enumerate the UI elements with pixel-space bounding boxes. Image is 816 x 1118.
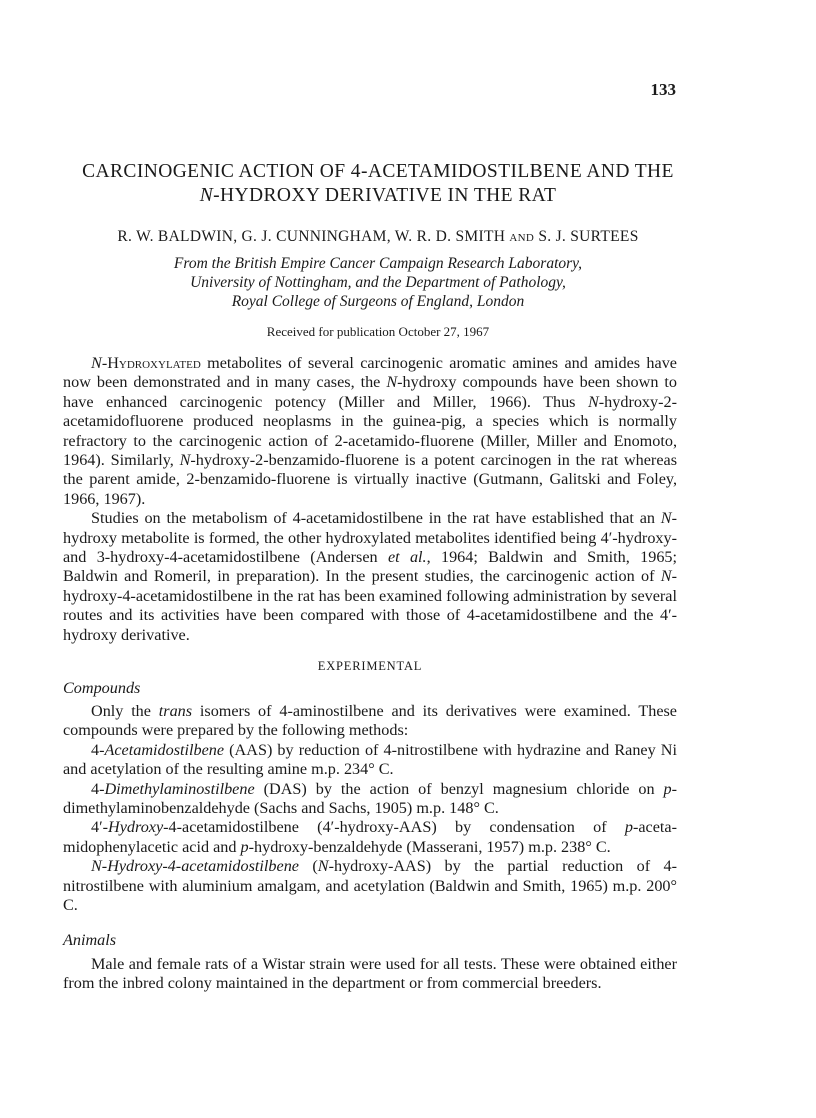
title-line-1: CARCINOGENIC ACTION OF 4-ACETAMIDOSTILBENE AND THE [82, 161, 674, 182]
compound-hydroxy-aas [63, 818, 677, 857]
subheading-animals: Animals [63, 931, 117, 950]
title-n-italic: N [199, 185, 214, 206]
compound-name: N-Hydroxy-4-acetamidostilbene [91, 857, 299, 876]
text-run: (AAS) by reduction of 4-nitrostilbene with hydrazine and Raney Ni and acetylation of the resulting amine m.p. 234° C. [63, 740, 677, 779]
text-run: isomers of 4-aminostilbene and its derivatives were examined. These compounds were prepared by the following methods: [63, 701, 677, 740]
italic-n: N [91, 354, 102, 372]
compounds-intro [63, 702, 677, 741]
intro-paragraph-2 [63, 509, 677, 645]
affiliation-line-1: From the British Empire Cancer Campaign Research Laboratory, [173, 255, 583, 272]
authors-names-2: S. J. SURTEES [538, 228, 639, 245]
article-body [63, 354, 677, 994]
section-heading-experimental: EXPERIMENTAL [317, 659, 423, 674]
text-run: -aceta-midophenylacetic acid and [63, 818, 677, 856]
text-run: 4′- [91, 818, 109, 837]
text-run: Studies on the metabolism of 4-acetamidostilbene in the rat have established that an [91, 509, 661, 528]
text-run: -hydroxy-2-benzamido-fluorene is a potent carcinogen in the rat whereas the parent amide, 2-benzamido-fluorene is virtually inactive (Gutmann, Galitski and Foley, 1966, 1967). [63, 451, 677, 508]
italic-p: p [663, 779, 672, 798]
text-run: (DAS) by the action of benzyl magnesium chloride on [254, 779, 664, 798]
compound-das [63, 780, 677, 819]
compound-name: Acetamidostilbene [104, 740, 225, 759]
compound-aas [63, 741, 677, 780]
text-run: , 1964; Baldwin and Smith, 1965; Baldwin and Romeril, in preparation). In the present studies, the carcinogenic action of [63, 548, 677, 586]
text-run: -hydroxy metabolite is formed, the other hydroxylated metabolites identified being 4′-hydroxy- and 3-hydroxy-4-acetamidostilbene (Andersen [63, 509, 677, 567]
text-run: -hydroxy-4-acetamidostilbene in the rat has been examined following administration by several routes and its activities have been compared with those of 4-acetamidostilbene and the 4′-hydroxy derivative. [63, 567, 677, 644]
intro-paragraph-1 [63, 354, 677, 509]
title-line-2-text: -HYDROXY DERIVATIVE IN THE RAT [213, 185, 557, 206]
text-run: 4- [91, 740, 105, 759]
italic-et-al: et al. [387, 548, 427, 567]
article-title [60, 160, 696, 208]
text-run: -4-acetamidostilbene (4′-hydroxy-AAS) by condensation of [163, 818, 625, 837]
page-number: 133 [650, 80, 676, 99]
authors [60, 228, 696, 246]
italic-trans: trans [158, 701, 193, 720]
text-run: metabolites of several carcinogenic aromatic amines and amides have now been demonstrated and in many cases, the [63, 354, 677, 392]
text-run: 4- [91, 779, 105, 798]
text-run: -hydroxy-2-acetamidofluorene produced neoplasms in the guinea-pig, a species which is normally refractory to the carcinogenic action of 2-acetamido-fluorene (Miller, Miller and Enomoto, 1964). Similarly, [63, 392, 677, 470]
italic-n: N [587, 392, 599, 411]
title-line-2 [60, 184, 696, 208]
text-run: -hydroxy-AAS) by the partial reduction of 4-nitrostilbene with aluminium amalgam, and acetylation (Baldwin and Smith, 1965) m.p. 200° C. [63, 857, 678, 914]
authors-and: and [509, 228, 535, 245]
lead-small-caps: -Hydroxylated [101, 354, 201, 372]
subheading-compounds: Compounds [63, 678, 141, 697]
compound-name: Dimethylaminostilbene [104, 779, 255, 798]
affiliation [60, 254, 696, 311]
italic-n: N [660, 567, 672, 586]
italic-n: N [317, 857, 329, 876]
received-date: Received for publication October 27, 1967 [266, 324, 490, 339]
text-run: ( [298, 857, 318, 876]
italic-n: N [179, 451, 191, 470]
italic-n: N [660, 509, 672, 528]
animals-paragraph: Male and female rats of a Wistar strain were used for all tests. These were obtained either from the inbred colony maintained in the department or from commercial breeders. [63, 954, 677, 993]
authors-names-1: R. W. BALDWIN, G. J. CUNNINGHAM, W. R. D. SMITH [117, 228, 506, 245]
compound-n-hydroxy-aas [63, 857, 677, 915]
italic-p: p [240, 837, 249, 856]
affiliation-line-2: University of Nottingham, and the Department of Pathology, [190, 274, 566, 291]
text-run: -dimethylaminobenzaldehyde (Sachs and Sachs, 1905) m.p. 148° C. [63, 779, 677, 817]
italic-n: N [386, 373, 398, 392]
compound-name: Hydroxy [108, 818, 164, 837]
text-run: -hydroxy compounds have been shown to have enhanced carcinogenic potency (Miller and Miller, 1966). Thus [63, 373, 677, 411]
affiliation-line-3: Royal College of Surgeons of England, London [231, 293, 525, 310]
italic-p: p [624, 818, 633, 837]
text-run: -hydroxy-benzaldehyde (Masserani, 1957) m.p. 238° C. [248, 837, 611, 856]
text-run: Only the [91, 701, 159, 720]
